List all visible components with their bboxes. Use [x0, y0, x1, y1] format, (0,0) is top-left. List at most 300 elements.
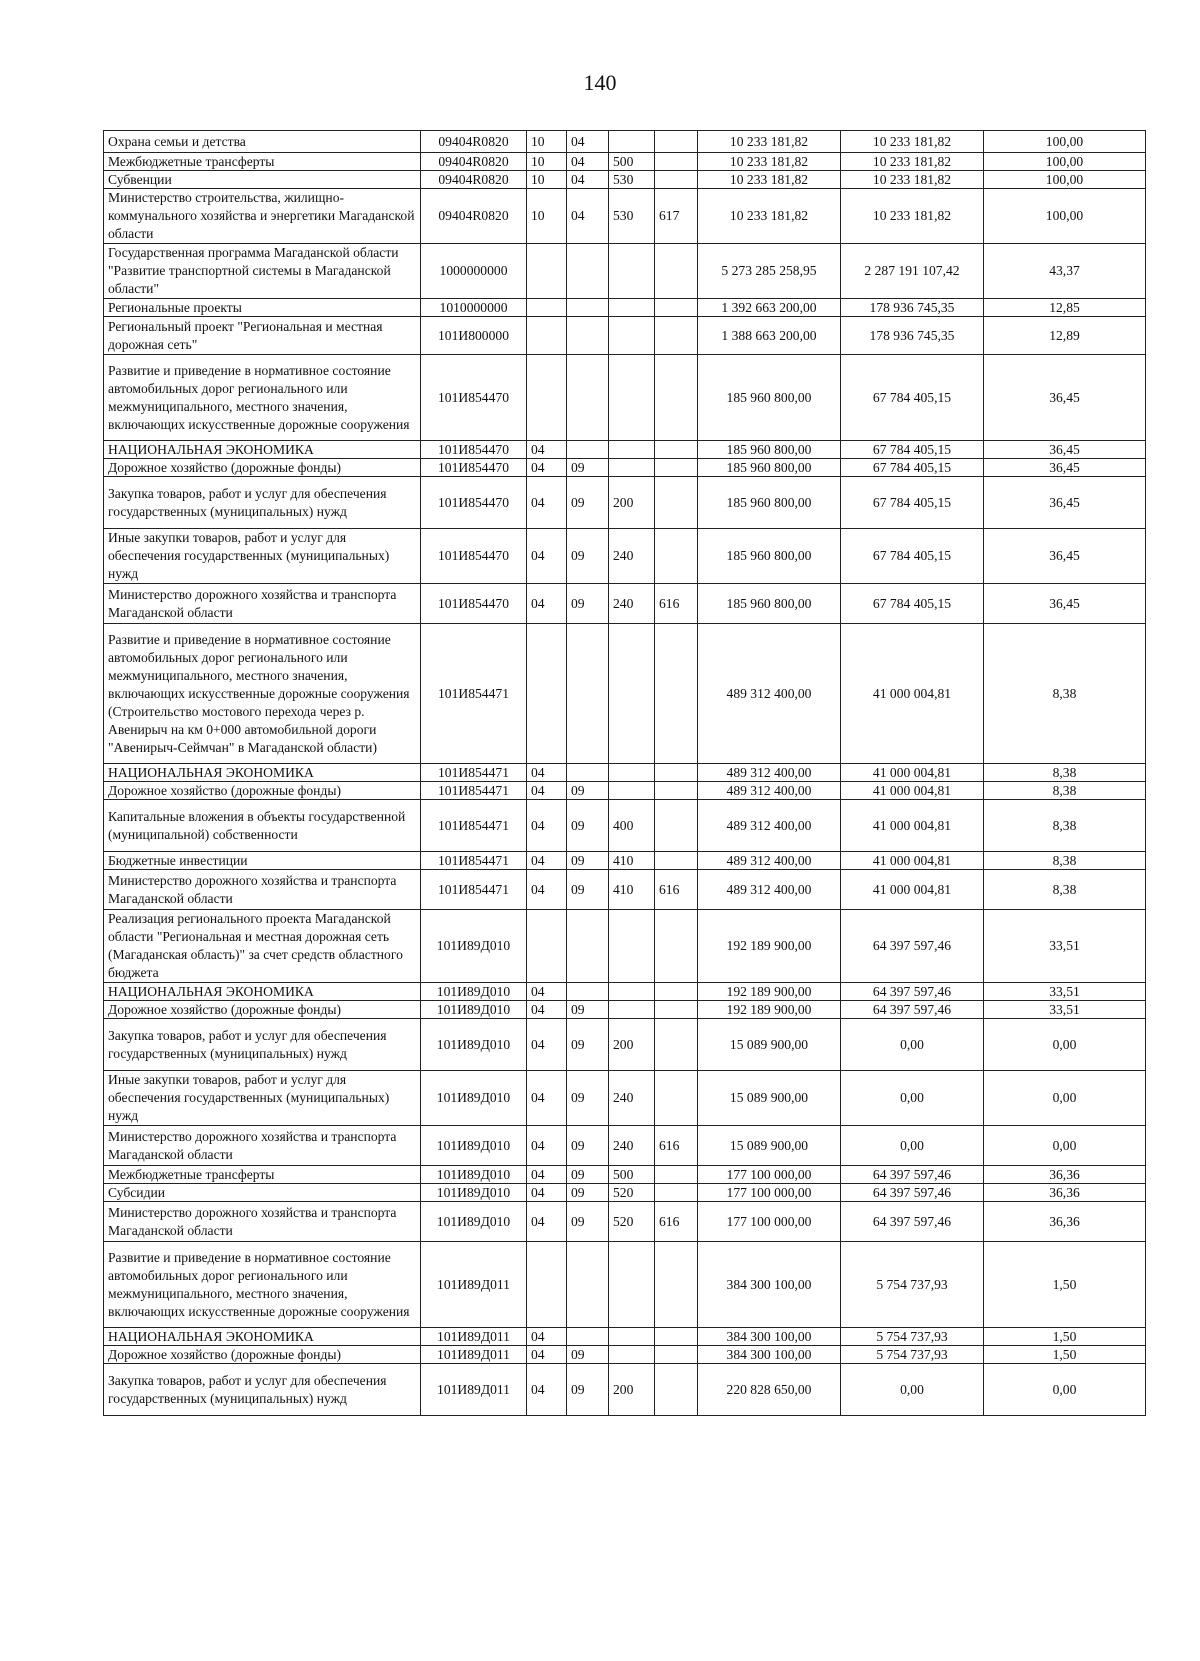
cell-name: Закупка товаров, работ и услуг для обеспечения государственных (муниципальных) нужд	[104, 1364, 421, 1416]
cell-name: Иные закупки товаров, работ и услуг для обеспечения государственных (муниципальных) нужд	[104, 1071, 421, 1126]
cell-percent: 36,45	[984, 529, 1146, 584]
cell-percent: 36,45	[984, 459, 1146, 477]
cell-expense-type: 200	[609, 1364, 655, 1416]
cell-target-code: 101И89Д010	[421, 1071, 527, 1126]
cell-planned: 15 089 900,00	[698, 1126, 841, 1166]
cell-subsection: 04	[567, 171, 609, 189]
cell-administrator	[655, 1019, 698, 1071]
cell-section: 04	[527, 1019, 567, 1071]
table-row	[104, 782, 1146, 800]
cell-name: Министерство дорожного хозяйства и транспорта Магаданской области	[104, 870, 421, 910]
cell-target-code: 101И89Д010	[421, 910, 527, 983]
cell-executed: 67 784 405,15	[841, 529, 984, 584]
cell-executed: 5 754 737,93	[841, 1328, 984, 1346]
cell-percent: 8,38	[984, 870, 1146, 910]
cell-name: Закупка товаров, работ и услуг для обеспечения государственных (муниципальных) нужд	[104, 477, 421, 529]
cell-administrator	[655, 800, 698, 852]
cell-expense-type: 410	[609, 852, 655, 870]
cell-subsection: 04	[567, 153, 609, 171]
table-row	[104, 1202, 1146, 1242]
cell-target-code: 09404R0820	[421, 153, 527, 171]
cell-administrator	[655, 1346, 698, 1364]
cell-expense-type: 400	[609, 800, 655, 852]
cell-name: Развитие и приведение в нормативное состояние автомобильных дорог регионального или межмуниципального, местного значения, включающих искусственные дорожные сооружения	[104, 1242, 421, 1328]
cell-executed: 67 784 405,15	[841, 355, 984, 441]
cell-section: 04	[527, 870, 567, 910]
cell-target-code: 101И854470	[421, 441, 527, 459]
cell-administrator	[655, 624, 698, 764]
cell-section: 04	[527, 459, 567, 477]
cell-name: Дорожное хозяйство (дорожные фонды)	[104, 1001, 421, 1019]
cell-planned: 10 233 181,82	[698, 189, 841, 244]
cell-name: Субвенции	[104, 171, 421, 189]
cell-section: 04	[527, 1364, 567, 1416]
cell-name: Субсидии	[104, 1184, 421, 1202]
cell-executed: 41 000 004,81	[841, 624, 984, 764]
cell-target-code: 101И854471	[421, 852, 527, 870]
cell-planned: 192 189 900,00	[698, 1001, 841, 1019]
cell-name: Дорожное хозяйство (дорожные фонды)	[104, 1346, 421, 1364]
cell-expense-type: 240	[609, 1126, 655, 1166]
cell-executed: 64 397 597,46	[841, 1001, 984, 1019]
cell-executed: 0,00	[841, 1019, 984, 1071]
cell-name: НАЦИОНАЛЬНАЯ ЭКОНОМИКА	[104, 1328, 421, 1346]
cell-planned: 185 960 800,00	[698, 529, 841, 584]
cell-subsection: 09	[567, 1166, 609, 1184]
cell-expense-type: 520	[609, 1184, 655, 1202]
cell-executed: 67 784 405,15	[841, 584, 984, 624]
cell-executed: 64 397 597,46	[841, 1166, 984, 1184]
cell-percent: 1,50	[984, 1346, 1146, 1364]
cell-administrator	[655, 355, 698, 441]
cell-administrator	[655, 153, 698, 171]
cell-section: 10	[527, 171, 567, 189]
cell-percent: 33,51	[984, 1001, 1146, 1019]
cell-section: 04	[527, 983, 567, 1001]
table-row	[104, 1019, 1146, 1071]
cell-target-code: 101И89Д010	[421, 1126, 527, 1166]
cell-name: Государственная программа Магаданской области "Развитие транспортной системы в Магаданской области"	[104, 244, 421, 299]
cell-section: 04	[527, 1202, 567, 1242]
cell-subsection: 09	[567, 870, 609, 910]
cell-executed: 41 000 004,81	[841, 800, 984, 852]
cell-executed: 0,00	[841, 1126, 984, 1166]
cell-executed: 0,00	[841, 1071, 984, 1126]
cell-section	[527, 244, 567, 299]
cell-target-code: 101И854471	[421, 870, 527, 910]
table-row	[104, 870, 1146, 910]
cell-name: Закупка товаров, работ и услуг для обеспечения государственных (муниципальных) нужд	[104, 1019, 421, 1071]
cell-expense-type: 500	[609, 1166, 655, 1184]
cell-administrator	[655, 1364, 698, 1416]
cell-planned: 489 312 400,00	[698, 800, 841, 852]
cell-expense-type	[609, 459, 655, 477]
cell-percent: 33,51	[984, 910, 1146, 983]
page-number: 140	[583, 70, 617, 95]
cell-name: Иные закупки товаров, работ и услуг для обеспечения государственных (муниципальных) нужд	[104, 529, 421, 584]
cell-administrator	[655, 244, 698, 299]
cell-executed: 64 397 597,46	[841, 1202, 984, 1242]
table-row	[104, 299, 1146, 317]
cell-percent: 36,45	[984, 441, 1146, 459]
cell-planned: 384 300 100,00	[698, 1242, 841, 1328]
cell-percent: 100,00	[984, 131, 1146, 153]
cell-administrator	[655, 1071, 698, 1126]
cell-administrator	[655, 1328, 698, 1346]
cell-expense-type	[609, 1001, 655, 1019]
cell-planned: 185 960 800,00	[698, 441, 841, 459]
cell-target-code: 09404R0820	[421, 131, 527, 153]
cell-expense-type	[609, 1242, 655, 1328]
cell-target-code: 101И854471	[421, 764, 527, 782]
cell-percent: 33,51	[984, 983, 1146, 1001]
cell-administrator	[655, 317, 698, 355]
cell-administrator: 616	[655, 584, 698, 624]
cell-percent: 8,38	[984, 782, 1146, 800]
cell-percent: 1,50	[984, 1328, 1146, 1346]
cell-percent: 8,38	[984, 800, 1146, 852]
cell-name: Министерство дорожного хозяйства и транспорта Магаданской области	[104, 584, 421, 624]
cell-executed: 41 000 004,81	[841, 764, 984, 782]
cell-expense-type	[609, 299, 655, 317]
cell-target-code: 1010000000	[421, 299, 527, 317]
cell-administrator	[655, 477, 698, 529]
cell-expense-type: 240	[609, 584, 655, 624]
table-row	[104, 1166, 1146, 1184]
cell-executed: 0,00	[841, 1364, 984, 1416]
cell-subsection: 09	[567, 1019, 609, 1071]
cell-administrator	[655, 852, 698, 870]
table-row	[104, 355, 1146, 441]
cell-target-code: 101И89Д010	[421, 1001, 527, 1019]
cell-administrator: 617	[655, 189, 698, 244]
cell-administrator	[655, 1166, 698, 1184]
cell-executed: 67 784 405,15	[841, 441, 984, 459]
cell-subsection	[567, 244, 609, 299]
cell-percent: 100,00	[984, 153, 1146, 171]
cell-expense-type	[609, 764, 655, 782]
cell-administrator	[655, 1184, 698, 1202]
cell-subsection: 04	[567, 189, 609, 244]
cell-planned: 489 312 400,00	[698, 870, 841, 910]
cell-subsection: 09	[567, 1346, 609, 1364]
cell-section: 04	[527, 1346, 567, 1364]
cell-executed: 10 233 181,82	[841, 153, 984, 171]
cell-target-code: 101И89Д011	[421, 1242, 527, 1328]
cell-target-code: 101И854470	[421, 584, 527, 624]
cell-planned: 192 189 900,00	[698, 983, 841, 1001]
cell-percent: 0,00	[984, 1126, 1146, 1166]
cell-administrator	[655, 764, 698, 782]
cell-percent: 8,38	[984, 624, 1146, 764]
cell-planned: 1 388 663 200,00	[698, 317, 841, 355]
cell-planned: 177 100 000,00	[698, 1202, 841, 1242]
table-row	[104, 459, 1146, 477]
cell-target-code: 101И854470	[421, 529, 527, 584]
table-row	[104, 171, 1146, 189]
cell-target-code: 101И89Д011	[421, 1364, 527, 1416]
cell-name: Дорожное хозяйство (дорожные фонды)	[104, 459, 421, 477]
table-row	[104, 441, 1146, 459]
cell-percent: 36,45	[984, 477, 1146, 529]
cell-executed: 5 754 737,93	[841, 1242, 984, 1328]
cell-subsection: 09	[567, 1184, 609, 1202]
cell-planned: 10 233 181,82	[698, 131, 841, 153]
cell-expense-type	[609, 1346, 655, 1364]
cell-percent: 8,38	[984, 764, 1146, 782]
cell-planned: 15 089 900,00	[698, 1019, 841, 1071]
table-row	[104, 317, 1146, 355]
cell-expense-type	[609, 782, 655, 800]
table-row	[104, 1001, 1146, 1019]
cell-planned: 5 273 285 258,95	[698, 244, 841, 299]
cell-planned: 10 233 181,82	[698, 153, 841, 171]
cell-target-code: 101И89Д010	[421, 983, 527, 1001]
table-row	[104, 910, 1146, 983]
cell-target-code: 101И854470	[421, 459, 527, 477]
cell-subsection	[567, 764, 609, 782]
cell-section: 04	[527, 764, 567, 782]
cell-administrator	[655, 1242, 698, 1328]
cell-section	[527, 624, 567, 764]
budget-table	[103, 130, 1146, 1416]
cell-planned: 177 100 000,00	[698, 1184, 841, 1202]
table-row	[104, 189, 1146, 244]
cell-subsection	[567, 299, 609, 317]
cell-name: Охрана семьи и детства	[104, 131, 421, 153]
cell-section	[527, 355, 567, 441]
table-row	[104, 800, 1146, 852]
table-row	[104, 1184, 1146, 1202]
cell-name: НАЦИОНАЛЬНАЯ ЭКОНОМИКА	[104, 441, 421, 459]
cell-target-code: 101И854471	[421, 782, 527, 800]
cell-administrator	[655, 299, 698, 317]
cell-subsection: 09	[567, 852, 609, 870]
cell-name: Межбюджетные трансферты	[104, 153, 421, 171]
cell-executed: 41 000 004,81	[841, 870, 984, 910]
cell-subsection: 09	[567, 459, 609, 477]
cell-subsection: 09	[567, 477, 609, 529]
cell-percent: 36,36	[984, 1184, 1146, 1202]
cell-subsection: 09	[567, 1126, 609, 1166]
cell-executed: 10 233 181,82	[841, 189, 984, 244]
cell-executed: 10 233 181,82	[841, 131, 984, 153]
cell-expense-type	[609, 131, 655, 153]
cell-planned: 185 960 800,00	[698, 355, 841, 441]
cell-name: Бюджетные инвестиции	[104, 852, 421, 870]
cell-section	[527, 910, 567, 983]
cell-name: НАЦИОНАЛЬНАЯ ЭКОНОМИКА	[104, 983, 421, 1001]
cell-planned: 192 189 900,00	[698, 910, 841, 983]
table-row	[104, 529, 1146, 584]
cell-percent: 0,00	[984, 1019, 1146, 1071]
cell-administrator	[655, 782, 698, 800]
cell-subsection	[567, 441, 609, 459]
cell-administrator	[655, 910, 698, 983]
cell-expense-type: 530	[609, 171, 655, 189]
cell-percent: 1,50	[984, 1242, 1146, 1328]
cell-percent: 0,00	[984, 1364, 1146, 1416]
cell-expense-type: 200	[609, 1019, 655, 1071]
cell-name: Региональные проекты	[104, 299, 421, 317]
cell-administrator	[655, 131, 698, 153]
cell-expense-type	[609, 624, 655, 764]
cell-planned: 185 960 800,00	[698, 459, 841, 477]
table-row	[104, 1071, 1146, 1126]
cell-percent: 36,45	[984, 584, 1146, 624]
cell-percent: 0,00	[984, 1071, 1146, 1126]
cell-expense-type: 410	[609, 870, 655, 910]
cell-executed: 64 397 597,46	[841, 983, 984, 1001]
cell-name: Развитие и приведение в нормативное состояние автомобильных дорог регионального или межмуниципального, местного значения, включающих искусственные дорожные сооружения	[104, 355, 421, 441]
cell-target-code: 101И800000	[421, 317, 527, 355]
cell-planned: 384 300 100,00	[698, 1328, 841, 1346]
cell-subsection: 04	[567, 131, 609, 153]
cell-subsection: 09	[567, 584, 609, 624]
cell-section: 10	[527, 131, 567, 153]
cell-percent: 12,85	[984, 299, 1146, 317]
cell-section	[527, 317, 567, 355]
cell-percent: 12,89	[984, 317, 1146, 355]
cell-planned: 489 312 400,00	[698, 764, 841, 782]
cell-percent: 100,00	[984, 171, 1146, 189]
table-row	[104, 624, 1146, 764]
cell-subsection	[567, 317, 609, 355]
cell-subsection	[567, 983, 609, 1001]
cell-subsection	[567, 624, 609, 764]
table-row	[104, 1242, 1146, 1328]
cell-section: 04	[527, 852, 567, 870]
table-row	[104, 244, 1146, 299]
cell-percent: 100,00	[984, 189, 1146, 244]
cell-executed: 2 287 191 107,42	[841, 244, 984, 299]
cell-name: Министерство строительства, жилищно-коммунального хозяйства и энергетики Магаданской области	[104, 189, 421, 244]
cell-target-code: 101И89Д010	[421, 1019, 527, 1071]
cell-section: 04	[527, 1328, 567, 1346]
cell-subsection	[567, 910, 609, 983]
cell-subsection	[567, 1242, 609, 1328]
cell-section: 04	[527, 1126, 567, 1166]
cell-expense-type	[609, 910, 655, 983]
cell-expense-type: 530	[609, 189, 655, 244]
cell-expense-type: 240	[609, 1071, 655, 1126]
table-row	[104, 1328, 1146, 1346]
cell-planned: 220 828 650,00	[698, 1364, 841, 1416]
cell-name: Министерство дорожного хозяйства и транспорта Магаданской области	[104, 1202, 421, 1242]
cell-executed: 178 936 745,35	[841, 317, 984, 355]
cell-planned: 177 100 000,00	[698, 1166, 841, 1184]
cell-planned: 489 312 400,00	[698, 624, 841, 764]
table-row	[104, 153, 1146, 171]
cell-planned: 489 312 400,00	[698, 782, 841, 800]
cell-expense-type	[609, 1328, 655, 1346]
cell-subsection: 09	[567, 529, 609, 584]
cell-section: 04	[527, 441, 567, 459]
cell-section	[527, 1242, 567, 1328]
cell-administrator	[655, 459, 698, 477]
cell-name: Дорожное хозяйство (дорожные фонды)	[104, 782, 421, 800]
cell-expense-type	[609, 317, 655, 355]
cell-executed: 41 000 004,81	[841, 852, 984, 870]
cell-target-code: 101И854470	[421, 477, 527, 529]
cell-executed: 64 397 597,46	[841, 1184, 984, 1202]
table-row	[104, 1346, 1146, 1364]
cell-planned: 185 960 800,00	[698, 477, 841, 529]
cell-target-code: 101И89Д010	[421, 1166, 527, 1184]
cell-planned: 10 233 181,82	[698, 171, 841, 189]
cell-section: 04	[527, 1071, 567, 1126]
table-row	[104, 852, 1146, 870]
cell-subsection: 09	[567, 1202, 609, 1242]
table-row	[104, 477, 1146, 529]
cell-administrator	[655, 1001, 698, 1019]
cell-subsection: 09	[567, 1071, 609, 1126]
cell-section: 04	[527, 477, 567, 529]
cell-percent: 43,37	[984, 244, 1146, 299]
cell-target-code: 09404R0820	[421, 171, 527, 189]
cell-section: 10	[527, 189, 567, 244]
cell-subsection: 09	[567, 782, 609, 800]
cell-target-code: 101И854470	[421, 355, 527, 441]
cell-target-code: 101И89Д011	[421, 1346, 527, 1364]
table-row	[104, 983, 1146, 1001]
cell-administrator	[655, 983, 698, 1001]
cell-subsection	[567, 355, 609, 441]
cell-expense-type	[609, 244, 655, 299]
cell-administrator: 616	[655, 870, 698, 910]
table-row	[104, 1126, 1146, 1166]
cell-target-code: 09404R0820	[421, 189, 527, 244]
cell-planned: 185 960 800,00	[698, 584, 841, 624]
cell-executed: 5 754 737,93	[841, 1346, 984, 1364]
table-row	[104, 764, 1146, 782]
cell-subsection	[567, 1328, 609, 1346]
cell-name: Региональный проект "Региональная и местная дорожная сеть"	[104, 317, 421, 355]
cell-target-code: 101И89Д010	[421, 1184, 527, 1202]
cell-administrator	[655, 529, 698, 584]
cell-target-code: 1000000000	[421, 244, 527, 299]
cell-administrator	[655, 441, 698, 459]
table-row	[104, 1364, 1146, 1416]
cell-percent: 36,36	[984, 1166, 1146, 1184]
cell-name: Реализация регионального проекта Магаданской области "Региональная и местная дорожная сеть (Магаданская область)" за счет средств областного бюджета	[104, 910, 421, 983]
cell-expense-type	[609, 441, 655, 459]
cell-administrator	[655, 171, 698, 189]
cell-name: НАЦИОНАЛЬНАЯ ЭКОНОМИКА	[104, 764, 421, 782]
cell-name: Межбюджетные трансферты	[104, 1166, 421, 1184]
cell-administrator: 616	[655, 1202, 698, 1242]
cell-section: 04	[527, 1166, 567, 1184]
cell-planned: 489 312 400,00	[698, 852, 841, 870]
cell-expense-type	[609, 355, 655, 441]
cell-administrator: 616	[655, 1126, 698, 1166]
table-row	[104, 584, 1146, 624]
cell-percent: 36,36	[984, 1202, 1146, 1242]
table-row	[104, 131, 1146, 153]
cell-name: Развитие и приведение в нормативное состояние автомобильных дорог регионального или межмуниципального, местного значения, включающих искусственные дорожные сооружения (Строительство мостового перехода через р. Авенирыч на км 0+000 автомобильной дороги "Авенирыч-Сеймчан" в Магаданской области)	[104, 624, 421, 764]
cell-section: 04	[527, 1184, 567, 1202]
cell-section: 04	[527, 782, 567, 800]
cell-planned: 15 089 900,00	[698, 1071, 841, 1126]
cell-section: 04	[527, 584, 567, 624]
cell-percent: 36,45	[984, 355, 1146, 441]
cell-subsection: 09	[567, 800, 609, 852]
cell-executed: 67 784 405,15	[841, 459, 984, 477]
cell-executed: 67 784 405,15	[841, 477, 984, 529]
cell-target-code: 101И854471	[421, 624, 527, 764]
cell-executed: 10 233 181,82	[841, 171, 984, 189]
cell-name: Капитальные вложения в объекты государственной (муниципальной) собственности	[104, 800, 421, 852]
